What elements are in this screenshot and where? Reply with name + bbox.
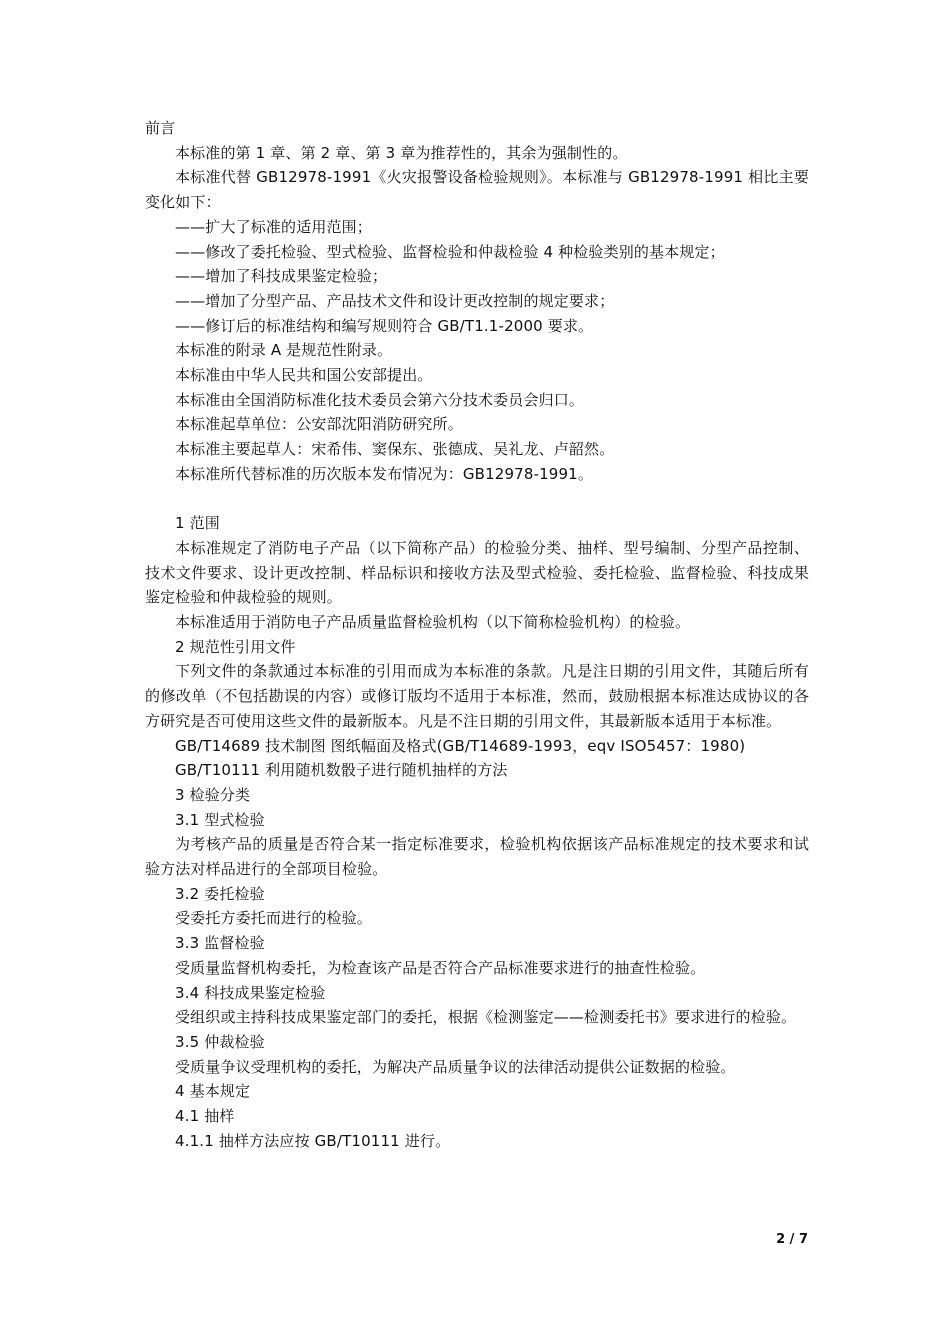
foreword-paragraph: 本标准起草单位：公安部沈阳消防研究所。 [175,415,463,434]
foreword-paragraph: 本标准由中华人民共和国公安部提出。 [175,366,433,385]
subsection-heading: 3.2 委托检验 [175,884,265,903]
foreword-list-item: ——增加了科技成果鉴定检验； [175,267,388,286]
section-heading-inspection-types: 3 检验分类 [175,785,251,804]
foreword-list-item: ——扩大了标准的适用范围； [175,217,372,236]
clause-item: 4.1.1 抽样方法应按 GB/T10111 进行。 [175,1131,451,1150]
reference-item: GB/T10111 利用随机数骰子进行随机抽样的方法 [175,761,508,780]
references-paragraph: 下列文件的条款通过本标准的引用而成为本标准的条款。凡是注日期的引用文件，其随后所有的修改单（不包括勘误的内容）或修订版均不适用于本标准，然而，鼓励根据本标准达成协议的各方研究是否可使用这些文件的最新版本。凡是不注日期的引用文件，其最新版本适用于本标准。 [145,662,809,730]
subsection-body: 受委托方委托而进行的检验。 [175,909,372,928]
subsection-body: 受质量争议受理机构的委托，为解决产品质量争议的法律活动提供公证数据的检验。 [175,1057,736,1076]
foreword-list-item: ——修订后的标准结构和编写规则符合 GB/T1.1-2000 要求。 [175,316,594,335]
foreword-paragraph: 本标准的第 1 章、第 2 章、第 3 章为推荐性的，其余为强制性的。 [175,143,628,162]
subsection-heading: 4.1 抽样 [175,1107,235,1126]
subsection-body: 受组织或主持科技成果鉴定部门的委托，根据《检测鉴定——检测委托书》要求进行的检验。 [175,1008,797,1027]
subsection-heading: 3.3 监督检验 [175,934,265,953]
page-number: 2 / 7 [776,1232,808,1247]
scope-paragraph: 本标准适用于消防电子产品质量监督检验机构（以下简称检验机构）的检验。 [175,613,691,632]
subsection-body: 受质量监督机构委托，为检查该产品是否符合产品标准要求进行的抽查性检验。 [175,958,706,977]
section-heading-scope: 1 范围 [175,514,220,533]
subsection-body: 为考核产品的质量是否符合某一指定标准要求，检验机构依据该产品标准规定的技术要求和试验方法对样品进行的全部项目检验。 [145,835,809,879]
subsection-heading: 3.1 型式检验 [175,810,265,829]
foreword-list-item: ——修改了委托检验、型式检验、监督检验和仲裁检验 4 种检验类别的基本规定； [175,242,725,261]
document-body [145,116,809,1154]
foreword-paragraph: 本标准的附录 A 是规范性附录。 [175,341,393,360]
section-heading-foreword: 前言 [145,119,176,137]
section-heading-references: 2 规范性引用文件 [175,637,296,656]
section-heading-basic-rules: 4 基本规定 [175,1082,251,1101]
foreword-list-item: ——增加了分型产品、产品技术文件和设计更改控制的规定要求； [175,291,615,310]
scope-paragraph: 本标准规定了消防电子产品（以下简称产品）的检验分类、抽样、型号编制、分型产品控制、技术文件要求、设计更改控制、样品标识和接收方法及型式检验、委托检验、监督检验、科技成果鉴定检验和仲裁检验的规则。 [145,538,809,607]
foreword-paragraph: 本标准主要起草人：宋希伟、窦保东、张德成、吴礼龙、卢韶然。 [175,440,615,459]
subsection-heading: 3.5 仲裁检验 [175,1033,265,1051]
paragraph-spacer [145,487,809,512]
reference-item: GB/T14689 技术制图 图纸幅面及格式(GB/T14689-1993，eqv ISO5457：1980) [175,736,746,755]
foreword-paragraph: 本标准所代替标准的历次版本发布情况为：GB12978-1991。 [175,464,594,483]
subsection-heading: 3.4 科技成果鉴定检验 [175,983,326,1002]
foreword-paragraph: 本标准代替 GB12978-1991《火灾报警设备检验规则》。本标准与 GB12978-1991 相比主要变化如下： [145,168,809,212]
foreword-paragraph: 本标准由全国消防标准化技术委员会第六分技术委员会归口。 [175,390,585,409]
